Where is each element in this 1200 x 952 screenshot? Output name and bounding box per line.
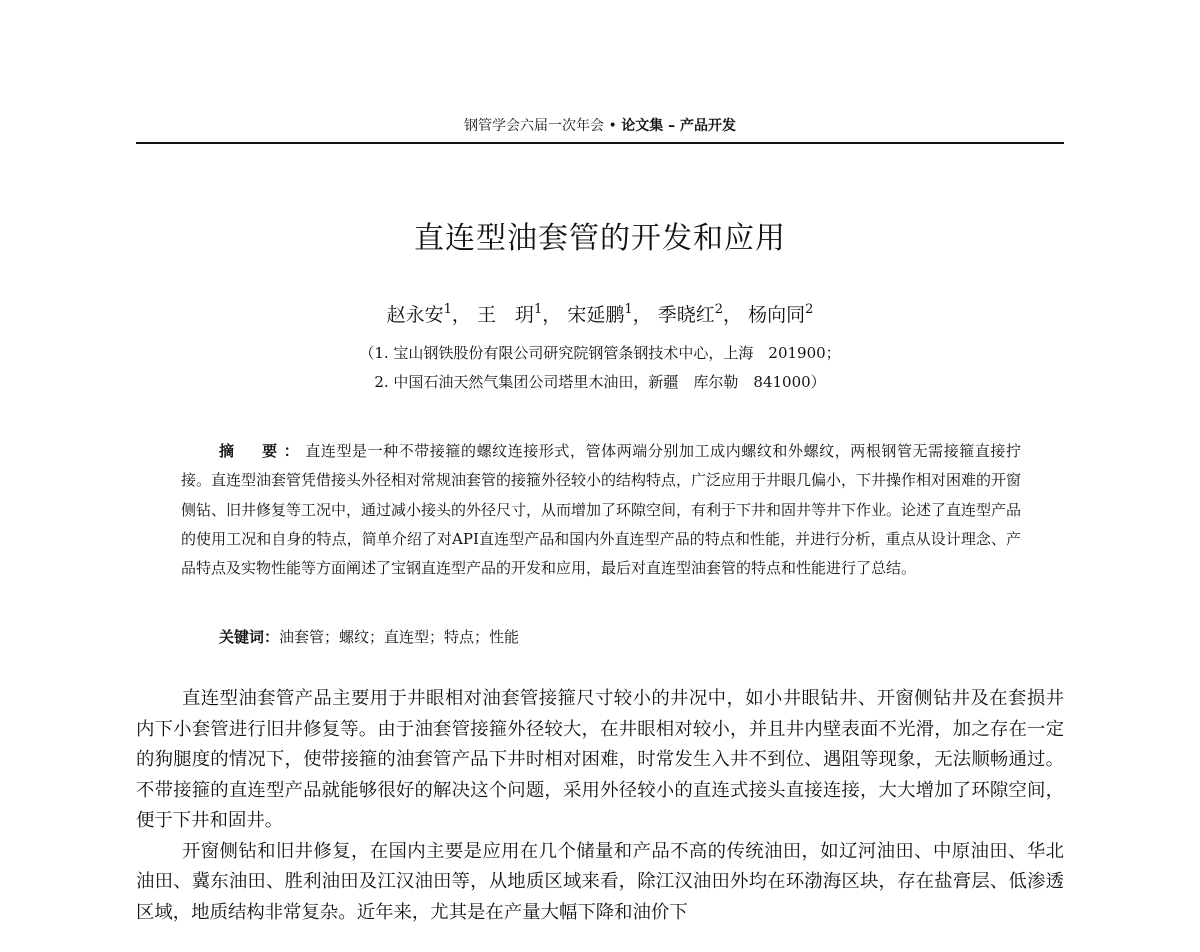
abstract-label: 摘 要： [219,442,306,460]
keywords [219,623,1019,651]
author-affiliation-mark: 1 [443,302,452,317]
affiliation-line-2: 2. 中国石油天然气集团公司塔里木油田，新疆 库尔勒 841000） [374,373,826,391]
abstract-text: 直连型是一种不带接箍的螺纹连接形式，管体两端分别加工成内螺纹和外螺纹，两根钢管无需接箍直接拧接。直连型油套管凭借接头外径相对常规油套管的接箍外径较小的结构特点，广泛应用于井眼几偏小，下井操作相对困难的开窗侧钻、旧井修复等工况中，通过减小接头的外径尺寸，从而增加了环隙空间，有利于下井和固井等井下作业。论述了直连型产品的使用工况和自身的特点，简单介绍了对API直连型产品和国内外直连型产品的特点和性能，并进行分析，重点从设计理念、产品特点及实物性能等方面阐述了宝钢直连型产品的开发和应用，最后对直连型油套管的特点和性能进行了总结。 [181,442,1022,578]
body-text [136,684,1064,928]
author-affiliation-mark: 2 [714,302,723,317]
author-affiliation-mark: 1 [534,302,543,317]
author-name: 杨向同 [748,304,806,326]
body-paragraph: 开窗侧钻和旧井修复，在国内主要是应用在几个储量和产品不高的传统油田，如辽河油田、中原油田、华北油田、冀东油田、胜利油田及江汉油田等，从地质区域来看，除江汉油田外均在环渤海区块，存在盐膏层、低渗透区域，地质结构非常复杂。近年来，尤其是在产量大幅下降和油价下 [136,840,1064,923]
author-name: 赵永安 [386,304,444,326]
author-separator: ， [723,304,743,326]
abstract [181,437,1021,583]
author-list [136,300,1064,330]
author-name: 宋延鹏 [567,304,625,326]
keywords-label: 关键词： [219,628,280,646]
keywords-text: 油套管；螺纹；直连型；特点；性能 [279,628,520,646]
author-affiliation-mark: 1 [624,302,633,317]
author-name: 季晓红 [657,304,715,326]
affiliation-line-1: （1. 宝山钢铁股份有限公司研究院钢管条钢技术中心，上海 201900； [359,344,841,362]
author-separator: ， [542,304,562,326]
running-header-section: 论文集 – 产品开发 [621,118,736,134]
running-header-prefix: 钢管学会六届一次年会 • [464,118,622,134]
author-affiliation-mark: 2 [805,302,814,317]
author-name: 王 玥 [476,304,534,326]
author-separator: ， [451,304,471,326]
author-separator: ， [632,304,652,326]
paper-title: 直连型油套管的开发和应用 [414,221,786,256]
running-header [136,116,1064,136]
body-paragraph: 直连型油套管产品主要用于井眼相对油套管接箍尺寸较小的井况中，如小井眼钻井、开窗侧钻井及在套损井内下小套管进行旧井修复等。由于油套管接箍外径较大，在井眼相对较小，并且井内壁表面不光滑，加之存在一定的狗腿度的情况下，使带接箍的油套管产品下井时相对困难，时常发生入井不到位、遇阻等现象，无法顺畅通过。不带接箍的直连型产品就能够很好的解决这个问题，采用外径较小的直连式接头直接连接，大大增加了环隙空间，便于下井和固井。 [136,688,1064,831]
header-rule [136,142,1064,144]
